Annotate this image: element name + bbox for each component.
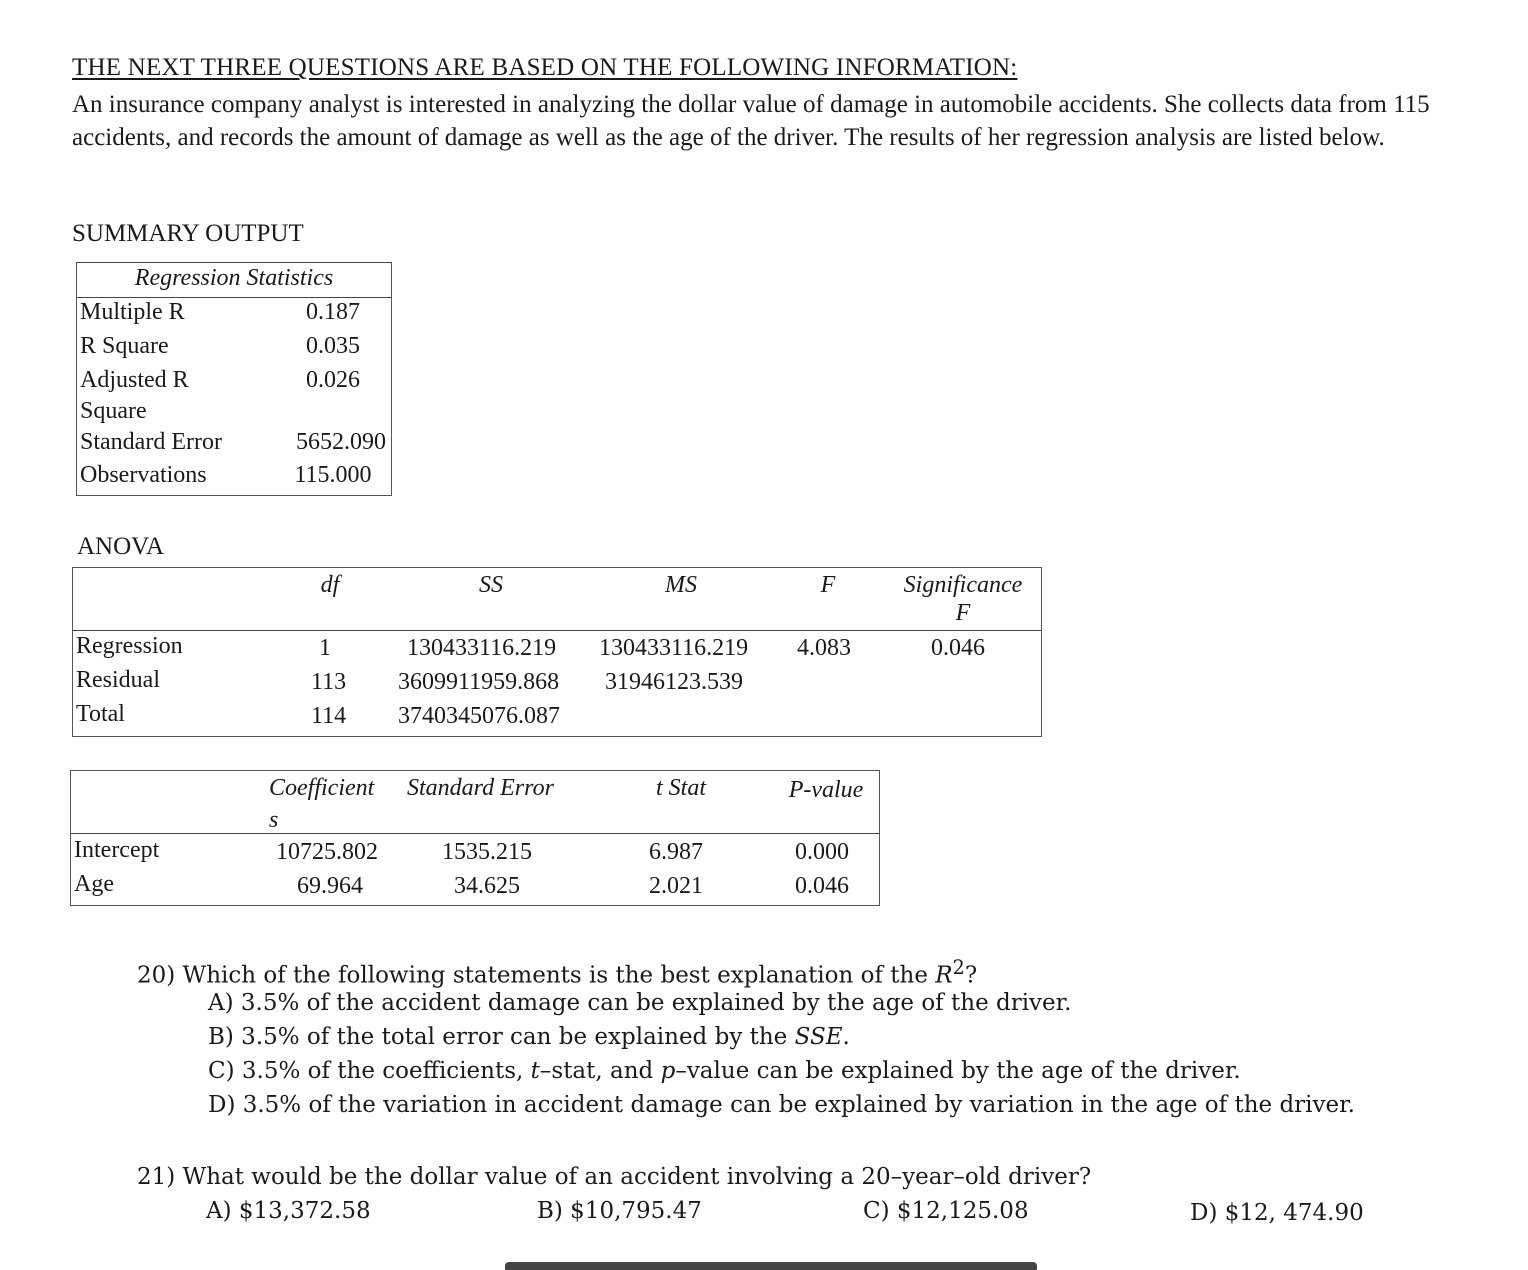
anova-df-residual: 113 xyxy=(311,669,347,695)
coef-row-age-p-value: 0.046 xyxy=(795,873,849,899)
anova-ss-regression: 130433116.219 xyxy=(407,635,557,661)
coef-row-age-t-stat: 2.021 xyxy=(649,873,703,899)
anova-header-ms: MS xyxy=(665,572,697,598)
header-rule xyxy=(73,630,1041,631)
question-20-stem-suffix: ? xyxy=(964,962,978,989)
section-heading: THE NEXT THREE QUESTIONS ARE BASED ON THE FOLLOWING INFORMATION: xyxy=(72,54,1018,81)
question-20-option-c-mid: –stat, and xyxy=(539,1058,661,1084)
question-20-stem-superscript: 2 xyxy=(952,956,965,979)
stat-value-observations: 115.000 xyxy=(294,462,372,488)
question-20-option-c xyxy=(208,1058,1241,1084)
question-20-stem-variable: R xyxy=(935,962,953,989)
stat-value-r-square: 0.035 xyxy=(306,333,360,359)
stat-value-multiple-r: 0.187 xyxy=(306,299,360,325)
question-21-option-c: C) $12,125.08 xyxy=(863,1198,1029,1224)
anova-header-df: df xyxy=(320,572,340,598)
question-20-stem xyxy=(137,956,977,989)
question-20-option-c-prefix: C) 3.5% of the coefficients, xyxy=(208,1058,531,1084)
problem-intro: An insurance company analyst is interested in analyzing the dollar value of damage in automobile accidents. She collects data from 115 accidents, and records the amount of damage as well as the age of the driver. The results of her regression analysis are listed below. xyxy=(72,91,1430,151)
coef-row-age-name: Age xyxy=(74,871,114,897)
header-rule xyxy=(71,833,879,834)
stat-label-adjusted-r: Adjusted R xyxy=(80,367,189,393)
coef-header-t-stat: t Stat xyxy=(655,775,706,801)
question-20-option-c-suffix: –value can be explained by the age of the driver. xyxy=(675,1058,1241,1084)
coef-header-coefficient-s: s xyxy=(269,807,279,833)
regression-statistics-title: Regression Statistics xyxy=(134,265,334,291)
coef-row-intercept-coefficient: 10725.802 xyxy=(276,839,378,865)
question-20-option-b-suffix: . xyxy=(842,1024,850,1050)
anova-header-significance-f: F xyxy=(955,600,971,626)
regression-statistics-table xyxy=(76,262,392,496)
bottom-scrollbar[interactable] xyxy=(505,1262,1037,1270)
anova-significance-regression: 0.046 xyxy=(931,635,985,661)
coef-row-age-standard-error: 34.625 xyxy=(454,873,520,899)
coef-row-intercept-t-stat: 6.987 xyxy=(649,839,703,865)
stat-value-adjusted-r-square: 0.026 xyxy=(306,367,360,393)
question-20-option-b-sse: SSE xyxy=(794,1024,843,1050)
coef-row-intercept-p-value: 0.000 xyxy=(795,839,849,865)
anova-source-regression: Regression xyxy=(76,633,183,659)
coef-row-intercept-name: Intercept xyxy=(74,837,160,863)
anova-source-residual: Residual xyxy=(76,667,160,693)
question-20-stem-prefix: 20) Which of the following statements is the best explanation of the xyxy=(137,962,936,989)
coef-header-coefficient: Coefficient xyxy=(269,775,375,801)
stat-label-multiple-r: Multiple R xyxy=(80,299,185,325)
anova-ms-residual: 31946123.539 xyxy=(605,669,743,695)
coef-row-intercept-standard-error: 1535.215 xyxy=(442,839,532,865)
coef-header-p-value: P-value xyxy=(788,777,864,803)
coef-row-age-coefficient: 69.964 xyxy=(297,873,363,899)
stat-label-standard-error: Standard Error xyxy=(80,429,222,455)
question-20-option-c-p: p xyxy=(660,1058,676,1084)
question-20-option-b xyxy=(208,1024,850,1050)
question-20-option-b-prefix: B) 3.5% of the total error can be explained by the xyxy=(208,1024,795,1050)
anova-ss-total: 3740345076.087 xyxy=(398,703,560,729)
coefficients-table xyxy=(70,770,880,906)
anova-df-regression: 1 xyxy=(319,635,331,661)
summary-output-title: SUMMARY OUTPUT xyxy=(72,220,304,247)
anova-header-ss: SS xyxy=(479,572,503,598)
stat-label-adjusted-r-line2: Square xyxy=(80,398,147,424)
coef-header-standard-error: Standard Error xyxy=(407,775,554,801)
stat-value-standard-error: 5652.090 xyxy=(296,429,386,455)
question-21-stem: 21) What would be the dollar value of an accident involving a 20–year–old driver? xyxy=(137,1164,1092,1190)
question-21-option-b: B) $10,795.47 xyxy=(537,1198,702,1224)
question-20-option-d: D) 3.5% of the variation in accident damage can be explained by variation in the age of the driver. xyxy=(208,1092,1355,1118)
question-20-option-a: A) 3.5% of the accident damage can be explained by the age of the driver. xyxy=(208,990,1072,1016)
stat-label-observations: Observations xyxy=(80,462,207,488)
anova-f-regression: 4.083 xyxy=(797,635,851,661)
anova-title: ANOVA xyxy=(77,533,165,560)
anova-table xyxy=(72,567,1042,737)
anova-ms-regression: 130433116.219 xyxy=(599,635,749,661)
anova-ss-residual: 3609911959.868 xyxy=(398,669,560,695)
question-21-option-a: A) $13,372.58 xyxy=(206,1198,371,1224)
stat-label-r-square: R Square xyxy=(80,333,169,359)
anova-header-f: F xyxy=(820,572,836,598)
anova-df-total: 114 xyxy=(311,703,347,729)
question-21-option-d: D) $12, 474.90 xyxy=(1190,1200,1364,1226)
anova-source-total: Total xyxy=(76,701,125,727)
question-20-option-c-t: t xyxy=(530,1058,540,1084)
anova-header-significance: Significance xyxy=(903,572,1023,598)
